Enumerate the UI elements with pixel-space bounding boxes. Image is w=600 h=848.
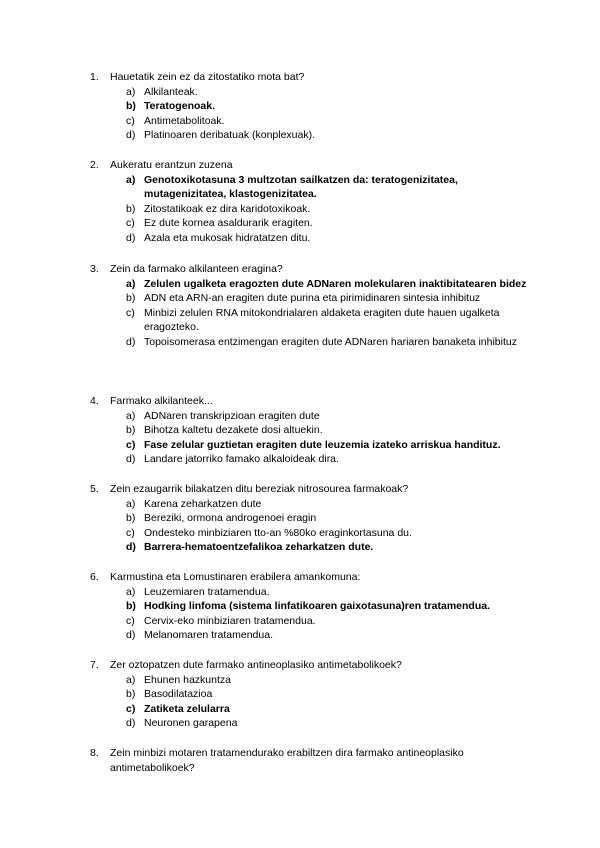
question-number: 6. [90,571,99,583]
option [126,585,530,600]
question-number: 2. [90,159,99,171]
option-text: Zitostatikoak ez dira karidotoxikoak. [144,202,311,215]
option-text: ADNaren transkripzioan eragiten dute [144,409,320,422]
option-letter: a) [126,497,136,510]
option-letter: c) [126,526,135,539]
option [126,628,530,643]
question-number: 5. [90,483,99,495]
question-text: Karmustina eta Lomustinaren erabilera amankomuna: [110,571,361,583]
option [126,114,530,129]
option-text: ADN eta ARN-an eragiten dute purina eta pirimidinaren sintesia inhibituz [144,292,481,305]
option [126,614,530,629]
option-text: Bereziki, ormona androgenoei eragin [144,512,317,525]
option-text: Fase zelular guztietan eragiten dute leuzemia izateko arriskua handituz. [144,438,501,451]
option-letter: d) [126,129,136,142]
option-letter: c) [126,306,135,319]
option [126,716,530,731]
option-correct [126,540,530,555]
question-text: Zer oztopatzen dute farmako antineoplasiko antimetabolikoek? [110,659,402,671]
option-text: Karena zeharkatzen dute [144,497,262,510]
option-text: Leuzemiaren tratamendua. [144,585,270,598]
option-text: Landare jatorriko famako alkaloideak dira. [144,453,339,466]
option [126,511,530,526]
option-letter: b) [126,688,136,701]
option [126,216,530,231]
question-text: Zein ezaugarrik bilakatzen ditu bereziak nitrosourea farmakoak? [110,483,409,495]
option [126,231,530,246]
option [126,673,530,688]
option-letter: a) [126,585,136,598]
option-text: Basodilatazioa [144,688,213,701]
option [126,526,530,541]
option-text: Ez dute kornea asaldurarik eragiten. [144,217,313,230]
option-correct [126,599,530,614]
option-letter: d) [126,453,136,466]
option-text: Platinoaren deribatuak (konplexuak). [144,129,316,142]
question-number: 8. [90,747,99,759]
option-letter: d) [126,717,136,730]
option-text: Ondesteko minbiziaren tto-an %80ko eraginkortasuna du. [144,526,412,539]
question-number: 1. [90,71,99,83]
option-text: Neuronen garapena [144,717,238,730]
option [126,423,530,438]
question-8 [90,746,530,775]
option [126,128,530,143]
option-letter: c) [126,114,135,127]
option-letter: c) [126,217,135,230]
option-text: Minbizi zelulen RNA mitokondrialaren aldaketa eragiten dute hauen ugalketa eragozteko. [144,306,500,334]
question-1 [90,70,530,143]
option-text: Teratogenoak. [144,100,215,113]
question-text: Hauetatik zein ez da zitostatiko mota bat? [110,71,305,83]
option [126,452,530,467]
option-letter: c) [126,702,136,715]
option-text: Barrera-hematoentzefalikoa zeharkatzen dute. [144,541,374,554]
option-letter: d) [126,629,136,642]
option [126,409,530,424]
option [126,497,530,512]
question-number: 4. [90,395,99,407]
option-letter: a) [126,85,136,98]
question-6 [90,570,530,643]
option-letter: b) [126,202,136,215]
option-letter: a) [126,173,136,186]
option-text: Antimetabolitoak. [144,114,225,127]
option-text: Cervix-eko minbiziaren tratamendua. [144,614,316,627]
option-text: Zatiketa zelularra [144,702,230,715]
option-letter: a) [126,409,136,422]
option-correct [126,173,530,202]
option-text: Zelulen ugalketa eragozten dute ADNaren molekularen inaktibitatearen bidez [144,277,527,290]
question-text: Farmako alkilanteek... [110,395,213,407]
option-text: Topoisomerasa entzimengan eragiten dute ADNaren hariaren banaketa inhibituz [144,335,517,348]
question-text: Zein da farmako alkilanteen eragina? [110,263,283,275]
option-correct [126,438,530,453]
option-letter: d) [126,231,136,244]
option-letter: b) [126,600,136,613]
option [126,687,530,702]
question-2 [90,158,530,246]
option-letter: b) [126,292,136,305]
option-letter: b) [126,512,136,525]
option-correct [126,277,530,292]
option-text: Bihotza kaltetu dezakete dosi altuekin. [144,424,323,437]
option-text: Ehunen hazkuntza [144,673,231,686]
option-letter: b) [126,424,136,437]
option [126,202,530,217]
question-number: 3. [90,263,99,275]
option-letter: c) [126,438,136,451]
question-4 [90,394,530,467]
option [126,335,530,350]
option-letter: c) [126,614,135,627]
option-letter: b) [126,100,136,113]
option-letter: d) [126,335,136,348]
option-text: Azala eta mukosak hidratatzen ditu. [144,231,311,244]
option-text: Alkilanteak. [144,85,198,98]
option-letter: d) [126,541,136,554]
option-text: Melanomaren tratamendua. [144,629,273,642]
option-text: Genotoxikotasuna 3 multzotan sailkatzen da: teratogenizitatea, mutagenizitatea, klastogenizitatea. [144,173,458,201]
option [126,306,530,335]
question-number: 7. [90,659,99,671]
option-letter: a) [126,277,136,290]
option-letter: a) [126,673,136,686]
question-7 [90,658,530,731]
option [126,85,530,100]
option-correct [126,702,530,717]
option-correct [126,99,530,114]
question-text: Zein minbizi motaren tratamendurako erabiltzen dira farmako antineoplasiko antimetabolikoek? [110,747,464,774]
option-text: Hodking linfoma (sistema linfatikoaren gaixotasuna)ren tratamendua. [144,600,490,613]
question-5 [90,482,530,555]
question-3 [90,262,530,350]
option [126,291,530,306]
question-text: Aukeratu erantzun zuzena [110,159,233,171]
